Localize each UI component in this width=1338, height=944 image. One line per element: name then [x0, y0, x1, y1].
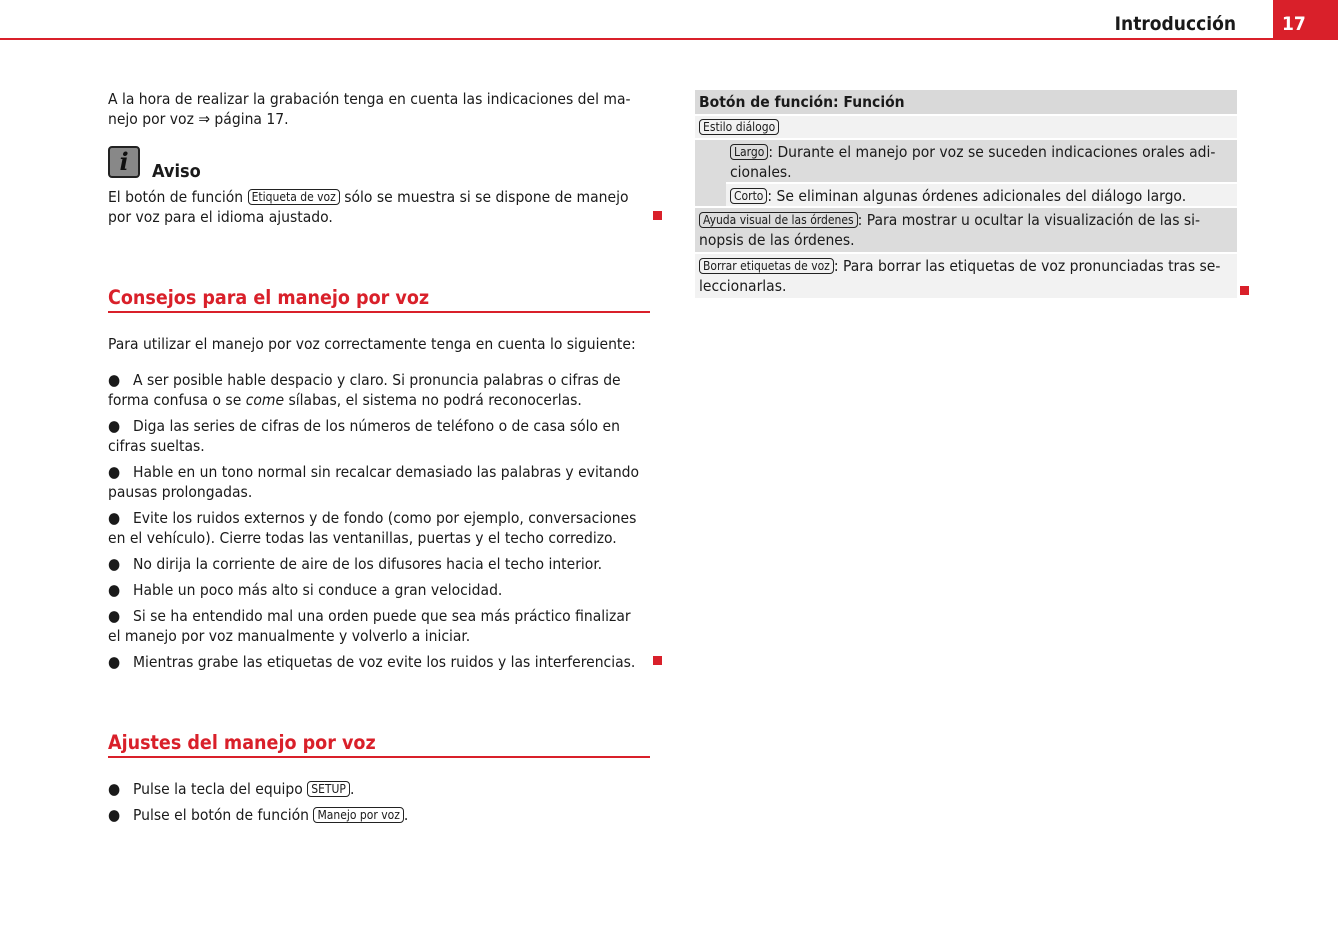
text-line: por voz para el idioma ajustado. — [108, 208, 333, 226]
aviso-title: Aviso — [152, 161, 201, 182]
consejos-lead: Para utilizar el manejo por voz correctamente tenga en cuenta lo siguiente: — [108, 335, 636, 353]
text-line: A la hora de realizar la grabación tenga en cuenta las indicaciones del ma- — [108, 90, 631, 108]
table-header: Botón de función: Función — [695, 90, 1237, 114]
text-line: nejo por voz ⇒ página 17. — [108, 110, 289, 128]
key-ayuda-visual: Ayuda visual de las órdenes — [699, 212, 858, 228]
list-item: ● Diga las series de cifras de los números de teléfono o de casa sólo en cifras sueltas. — [108, 417, 620, 455]
end-marker — [653, 656, 662, 665]
table-row: Largo : Durante el manejo por voz se suceden indicaciones orales adi- cionales. — [695, 140, 1237, 182]
list-item: ● Si se ha entendido mal una orden puede que sea más práctico finalizar el manejo por voz manualmente y volverlo a iniciar. — [108, 607, 631, 645]
list-item: ● Hable en un tono normal sin recalcar demasiado las palabras y evitando pausas prolongadas. — [108, 463, 640, 501]
key-borrar-etiquetas: Borrar etiquetas de voz — [699, 258, 834, 274]
end-marker — [653, 211, 662, 220]
heading-ajustes: Ajustes del manejo por voz — [108, 731, 650, 758]
list-item: ● Evite los ruidos externos y de fondo (como por ejemplo, conversaciones en el vehículo). Cierre todas las ventanillas, puertas y el techo corredizo. — [108, 509, 637, 547]
table-row: Corto : Se eliminan algunas órdenes adicionales del diálogo largo. — [695, 184, 1237, 206]
section-title: Introducción — [1114, 13, 1236, 35]
table-row: Ayuda visual de las órdenes : Para mostrar u ocultar la visualización de las si- nopsis de las órdenes. — [695, 208, 1237, 252]
key-etiqueta-de-voz: Etiqueta de voz — [248, 189, 340, 205]
list-item: ● Hable un poco más alto si conduce a gran velocidad. — [108, 581, 503, 599]
ajustes-steps — [108, 779, 408, 825]
consejos-list — [108, 370, 668, 672]
key-estilo-dialogo: Estilo diálogo — [699, 119, 779, 135]
function-table — [695, 88, 1237, 300]
key-manejo-por-voz: Manejo por voz — [313, 807, 403, 823]
step: ● Pulse el botón de función Manejo por voz . — [108, 806, 409, 824]
list-item: ● Mientras grabe las etiquetas de voz evite los ruidos y las interferencias. — [108, 653, 636, 671]
list-item: ● No dirija la corriente de aire de los difusores hacia el techo interior. — [108, 555, 603, 573]
aviso-paragraph — [108, 187, 629, 227]
heading-consejos: Consejos para el manejo por voz — [108, 286, 650, 313]
table-row: Borrar etiquetas de voz : Para borrar las etiquetas de voz pronunciadas tras se- leccionarlas. — [695, 254, 1237, 298]
key-corto: Corto — [730, 188, 767, 204]
list-item: ● A ser posible hable despacio y claro. Si pronuncia palabras o cifras de forma confusa o se come sílabas, el sistema no podrá reconocerlas. — [108, 371, 621, 409]
end-marker — [1240, 286, 1249, 295]
header-rule — [0, 38, 1338, 40]
key-setup: SETUP — [307, 781, 350, 797]
step: ● Pulse la tecla del equipo SETUP . — [108, 780, 355, 798]
text: El botón de función — [108, 188, 244, 206]
page-number: 17 — [1273, 0, 1338, 39]
intro-paragraph — [108, 89, 631, 129]
key-largo: Largo — [730, 144, 768, 160]
table-row — [695, 116, 1237, 138]
text: sólo se muestra si se dispone de manejo — [344, 188, 629, 206]
info-icon: i — [108, 146, 140, 178]
